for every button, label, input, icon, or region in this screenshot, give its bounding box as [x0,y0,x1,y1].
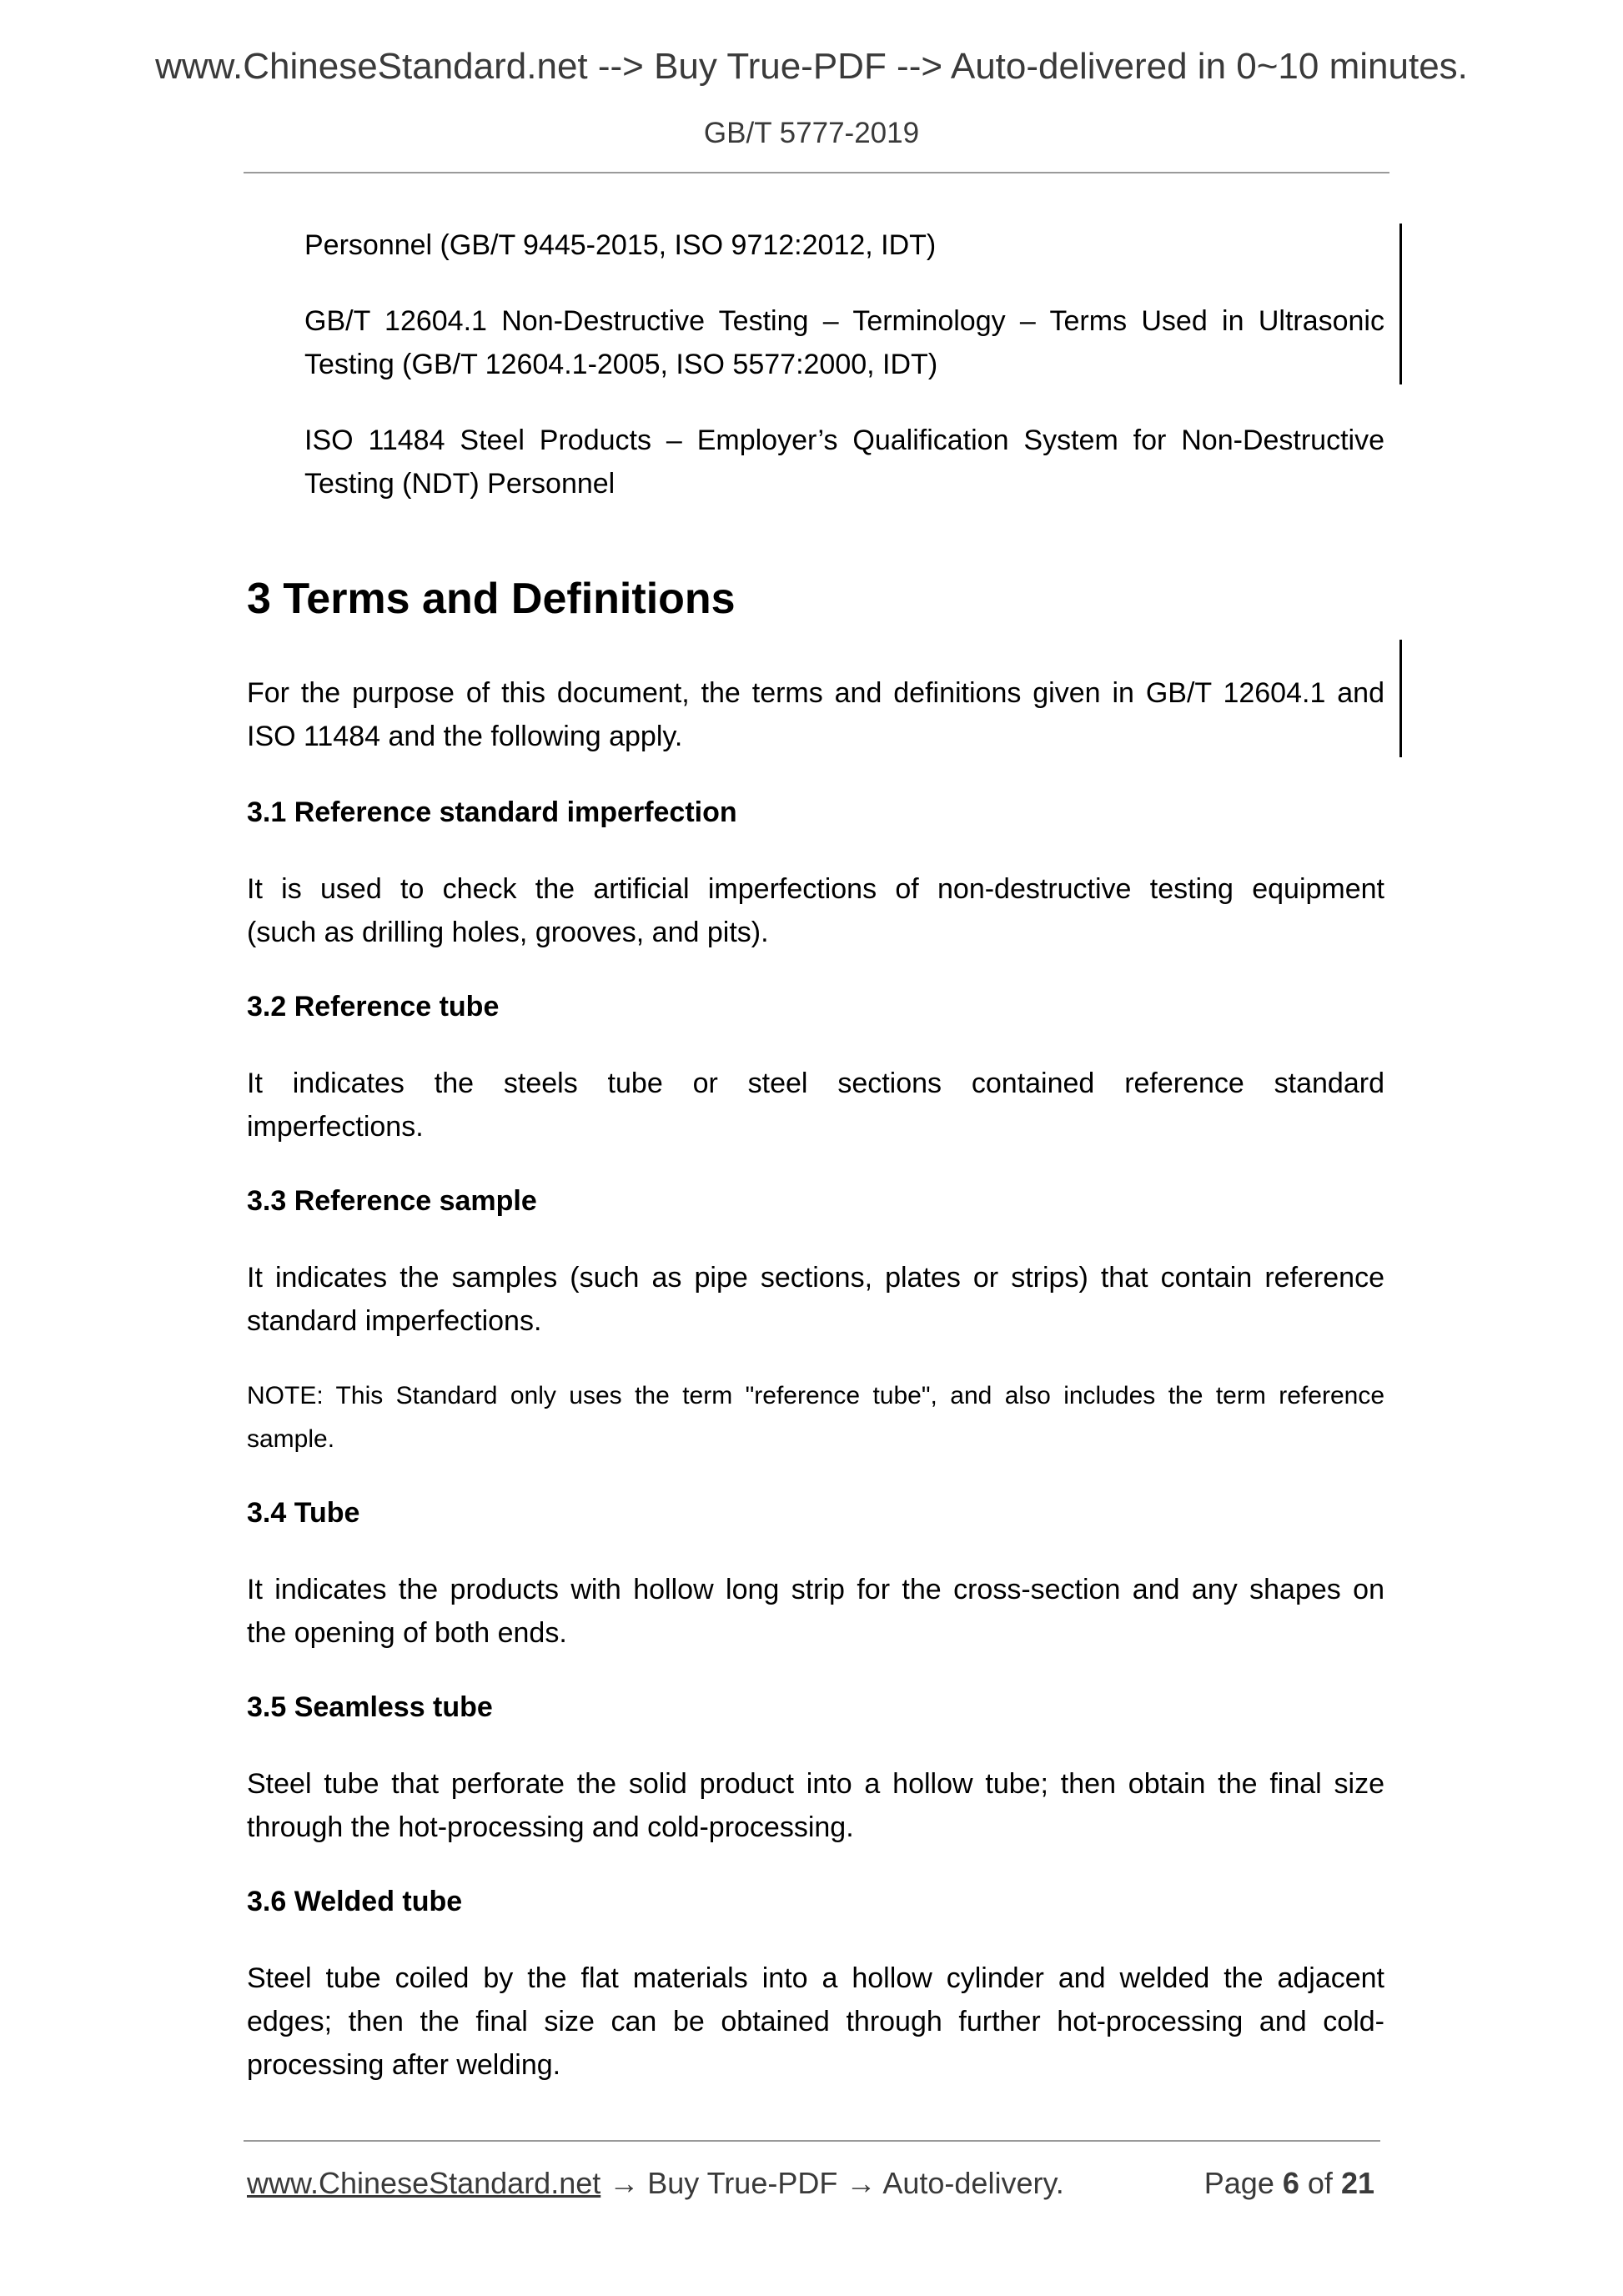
footer-divider [244,2140,1380,2142]
definition-line: the opening of both ends. [247,1617,567,1649]
arrow-right-icon: → [600,2166,648,2200]
note-line: NOTE: This Standard only uses the term "reference tube", and also includes the term reference [247,1382,1384,1409]
term-definition [247,1957,1384,2087]
page-number: 6 [1282,2166,1299,2200]
section-heading: 3 Terms and Definitions [247,575,736,623]
footer-delivery-text: Auto-delivery. [882,2166,1064,2200]
reference-line: Testing (NDT) Personnel [304,468,616,500]
definition-line: Steel tube coiled by the flat materials into a hollow cylinder and welded the adjacent [247,1962,1384,1994]
top-banner: www.ChineseStandard.net --> Buy True-PDF --> Auto-delivered in 0~10 minutes. [155,46,1468,87]
definition-line: processing after welding. [247,2049,561,2081]
definition-line: standard imperfections. [247,1305,542,1337]
of-label: of [1307,2166,1333,2200]
term-note [247,1374,1384,1461]
arrow-right-icon: → [837,2166,883,2200]
page-indicator [1204,2160,1374,2207]
term-title: 3.3 Reference sample [247,1185,537,1217]
reference-line: GB/T 12604.1 Non-Destructive Testing – Terminology – Terms Used in Ultrasonic [304,305,1384,337]
page-label: Page [1203,2166,1274,2200]
reference-line: Personnel (GB/T 9445-2015, ISO 9712:2012, IDT) [304,229,937,261]
intro-line: ISO 11484 and the following apply. [247,721,683,752]
term-title: 3.6 Welded tube [247,1886,463,1917]
definition-line: imperfections. [247,1111,424,1143]
definition-line: It indicates the steels tube or steel sections contained reference standard [247,1068,1384,1099]
term-definition [247,867,1384,954]
section-intro [247,671,1384,758]
change-bar [1399,640,1402,757]
definition-line: It is used to check the artificial imperfections of non-destructive testing equipment [247,873,1384,905]
definition-line: It indicates the samples (such as pipe sections, plates or strips) that contain reference [247,1262,1384,1294]
definition-line: Steel tube that perforate the solid product into a hollow tube; then obtain the final size [247,1768,1384,1800]
definition-line: It indicates the products with hollow long strip for the cross-section and any shapes on [247,1574,1384,1605]
term-definition [247,1062,1384,1148]
reference-line: ISO 11484 Steel Products – Employer’s Qualification System for Non-Destructive [304,425,1384,456]
term-title: 3.2 Reference tube [247,991,500,1022]
reference-item [304,299,1384,386]
change-bar [1399,224,1402,384]
note-line: sample. [247,1425,335,1453]
term-definition [247,1762,1384,1849]
page-footer [247,2160,1381,2207]
term-title: 3.5 Seamless tube [247,1691,493,1723]
footer-promo [247,2160,1064,2207]
document-code: GB/T 5777-2019 [703,117,920,149]
reference-line: Testing (GB/T 12604.1-2005, ISO 5577:2000, IDT) [304,349,938,380]
definition-line: (such as drilling holes, grooves, and pits). [247,917,769,948]
definition-line: edges; then the final size can be obtained through further hot-processing and cold- [247,2006,1384,2037]
reference-item [304,224,1384,267]
total-pages: 21 [1340,2166,1374,2200]
term-definition [247,1256,1384,1343]
footer-site-link[interactable]: www.ChineseStandard.net [247,2166,601,2200]
term-title: 3.4 Tube [247,1497,360,1529]
term-title: 3.1 Reference standard imperfection [247,796,737,828]
footer-buy-text: Buy True-PDF [647,2166,838,2200]
header-divider [244,172,1389,173]
reference-item [304,419,1384,505]
definition-line: through the hot-processing and cold-processing. [247,1811,854,1843]
intro-line: For the purpose of this document, the terms and definitions given in GB/T 12604.1 and [247,677,1384,709]
term-definition [247,1568,1384,1655]
